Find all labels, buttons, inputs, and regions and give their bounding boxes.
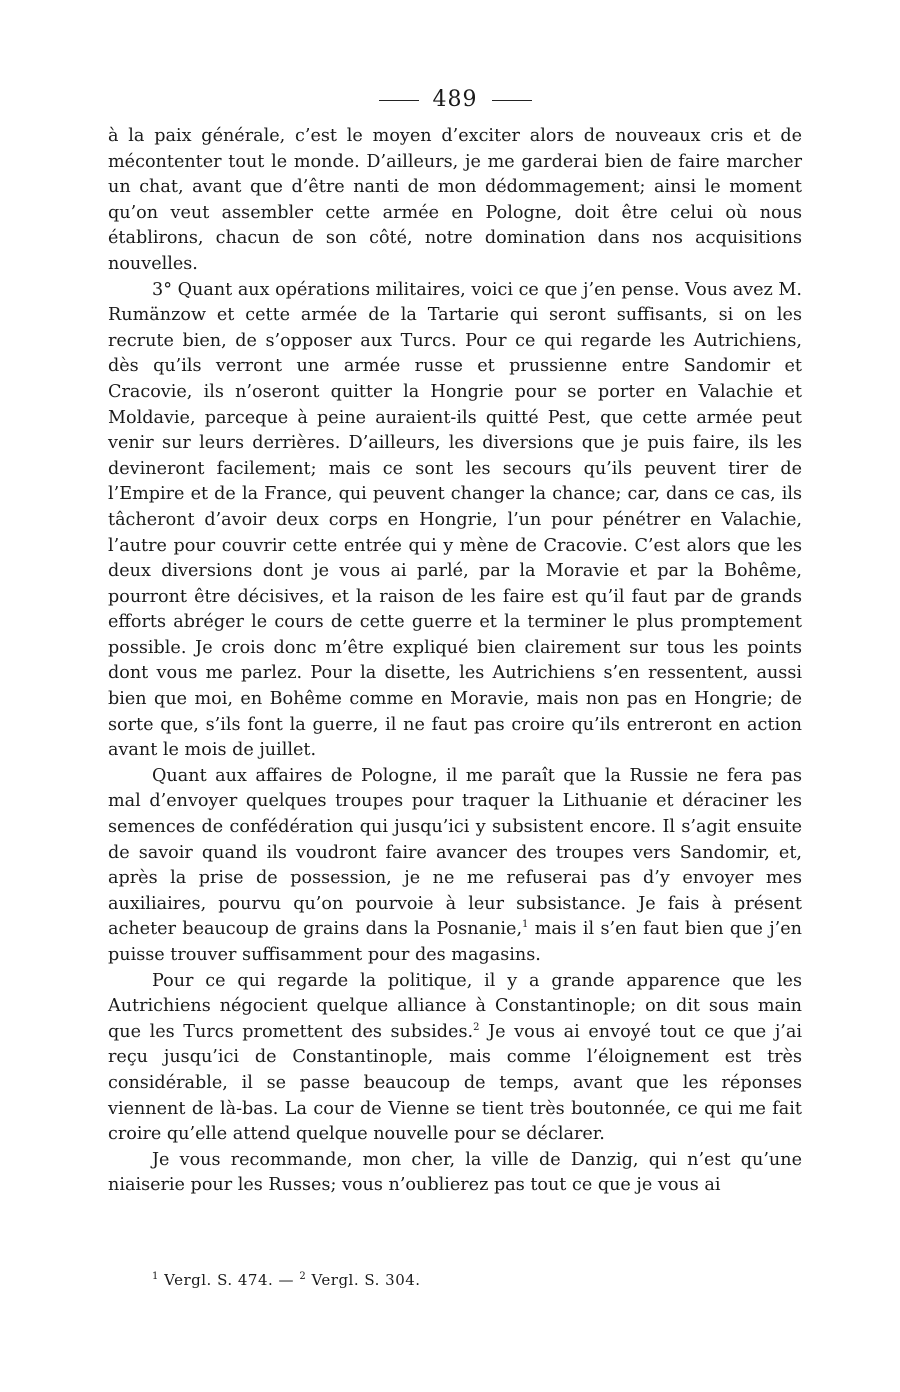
page-number: 489	[432, 87, 478, 112]
footnote-mark: 1	[152, 1271, 159, 1282]
paragraph-text: à la paix générale, c’est le moyen d’exciter alors de nouveaux cris et de mécontenter tout le monde. D’ailleurs, je me garderai bien de faire marcher un chat, avant que d’être nanti de mon dédommagement; ainsi le moment qu’on veut assembler cette armée en Pologne, doit être celui où nous établirons, chacun de son côté, notre domination dans nos acquisitions nouvelles.	[108, 126, 802, 274]
paragraph-text: 3° Quant aux opérations militaires, voici ce que j’en pense. Vous avez M. Rumänzow et cette armée de la Tartarie qui seront suffisants, si on les recrute bien, de s’opposer aux Turcs. Pour ce qui regarde les Autrichiens, dès qu’ils verront une armée russe et prussienne entre Sandomir et Cracovie, ils n’oseront quitter la Hongrie pour se porter en Valachie et Moldavie, parceque à peine auraient-ils quitté Pest, que cette armée peut venir sur leurs derrières. D’ailleurs, les diversions que je puis faire, ils les devineront facilement; mais ce sont les secours qu’ils peuvent tirer de l’Empire et de la France, qui peuvent changer la chance; car, dans ce cas, ils tâcheront d’avoir deux corps en Hongrie, l’un pour pénétrer en Valachie, l’autre pour couvrir cette entrée qui y mène de Cracovie. C’est alors que les deux diversions dont je vous ai parlé, par la Moravie et par la Bohême, pourront être décisives, et la raison de les faire est qu’il faut par de grands efforts abréger le cours de cette guerre et la terminer le plus promptement possible. Je crois donc m’être expliqué bien clairement sur tous les points dont vous me parlez. Pour la disette, les Autrichiens s’en ressentent, aussi bien que moi, en Bohême comme en Moravie, mais non pas en Hongrie; de sorte que, s’ils font la guerre, il ne faut pas croire qu’ils entreront en action avant le mois de juillet.	[108, 279, 802, 761]
paragraph	[108, 278, 802, 764]
footnotes	[152, 1268, 421, 1292]
body-text	[108, 124, 802, 1199]
paragraph	[108, 124, 802, 278]
paragraph-text: Pour ce qui regarde la politique, il y a grande apparence que les Autrichiens négocient quelque alliance à Constantinople; on dit sous main que les Turcs promettent des subsides.	[108, 970, 802, 1042]
footnote-reference: 2	[473, 1021, 480, 1033]
page-header	[108, 84, 802, 124]
paragraph	[108, 1148, 802, 1199]
footnote-text: Vergl. S. 304.	[306, 1271, 421, 1289]
paragraph	[108, 764, 802, 969]
page	[108, 84, 802, 1199]
header-dash-left	[379, 100, 419, 101]
paragraph-text: Quant aux affaires de Pologne, il me paraît que la Russie ne fera pas mal d’envoyer quelques troupes pour traquer la Lithuanie et déraciner les semences de confédération qui jusqu’ici y subsistent encore. Il s’agit ensuite de savoir quand ils voudront faire avancer des troupes vers Sandomir, et, après la prise de possession, je ne me refuserai pas d’y envoyer mes auxiliaires, pourvu qu’on pourvoie à leur subsistance. Je fais à présent acheter beaucoup de grains dans la Posnanie,	[108, 765, 802, 940]
footnote-text: Vergl. S. 474.	[158, 1271, 274, 1289]
footnote-mark: 2	[299, 1271, 307, 1282]
paragraph	[108, 969, 802, 1148]
paragraph-text: Je vous recommande, mon cher, la ville de Danzig, qui n’est qu’une niaiserie pour les Russes; vous n’oublierez pas tout ce que je vous ai	[108, 1149, 802, 1196]
header-dash-right	[492, 100, 532, 101]
footnote-separator: —	[273, 1271, 300, 1289]
paragraph-text: Je vous ai envoyé tout ce que j’ai reçu jusqu’ici de Constantinople, mais comme l’éloignement est très considérable, il se passe beaucoup de temps, avant que les réponses viennent de là-bas. La cour de Vienne se tient très boutonnée, ce qui me fait croire qu’elle attend quelque nouvelle pour se déclarer.	[108, 1021, 802, 1145]
footnote-reference: 1	[522, 919, 529, 931]
paragraph-text: mais il s’en faut bien que j’en puisse trouver suffisamment pour des magasins.	[108, 919, 802, 965]
